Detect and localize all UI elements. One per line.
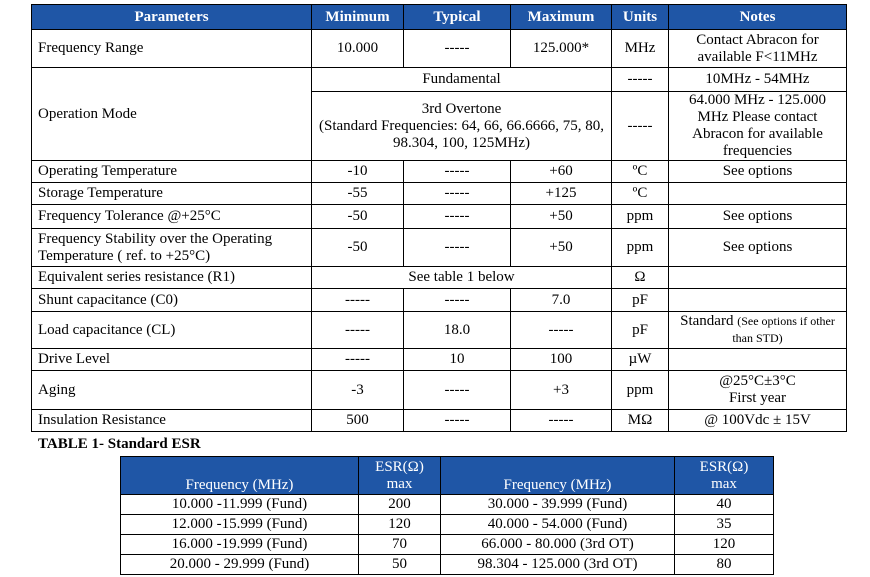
row-load-capacitance [32, 312, 847, 349]
esr-cell: 35 [675, 515, 774, 535]
param-cell: Drive Level [32, 349, 312, 371]
max-cell: 7.0 [511, 289, 612, 312]
max-cell: +60 [511, 161, 612, 183]
unit-cell: ºC [612, 183, 669, 205]
specifications-table [31, 4, 847, 432]
notes-cell: See options [669, 205, 847, 229]
overtone-title: 3rd Overtone [421, 100, 502, 117]
max-cell: +3 [511, 371, 612, 410]
min-cell: ----- [312, 312, 404, 349]
param-cell: Insulation Resistance [32, 410, 312, 432]
frequency-cell: 12.000 -15.999 (Fund) [121, 515, 359, 535]
standard-esr-table [120, 456, 774, 575]
max-cell: 125.000* [511, 30, 612, 68]
table-row [121, 515, 774, 535]
esr-cell: 40 [675, 495, 774, 515]
unit-cell: ----- [612, 92, 669, 161]
unit-cell: ppm [612, 229, 669, 267]
table1-title: TABLE 1- Standard ESR [38, 436, 201, 452]
unit-cell: ºC [612, 161, 669, 183]
param-cell: Operating Temperature [32, 161, 312, 183]
overtone-frequencies: (Standard Frequencies: 64, 66, 66.6666, 75, 80, 98.304, 100, 125MHz) [319, 117, 604, 151]
param-cell: Operation Mode [32, 68, 312, 161]
typ-cell: ----- [404, 410, 511, 432]
min-cell: ----- [312, 289, 404, 312]
row-drive-level [32, 349, 847, 371]
table-row [121, 535, 774, 555]
header-frequency: Frequency (MHz) [121, 457, 359, 495]
row-frequency-stability [32, 229, 847, 267]
header-frequency: Frequency (MHz) [441, 457, 675, 495]
max-label: max [386, 475, 413, 492]
esr-cell: 200 [359, 495, 441, 515]
typ-cell: 10 [404, 349, 511, 371]
max-cell: +50 [511, 205, 612, 229]
typ-cell: ----- [404, 289, 511, 312]
unit-cell: pF [612, 312, 669, 349]
max-cell: +125 [511, 183, 612, 205]
typ-cell: ----- [404, 183, 511, 205]
span-cell: See table 1 below [312, 267, 612, 289]
param-cell: Equivalent series resistance (R1) [32, 267, 312, 289]
max-cell: 100 [511, 349, 612, 371]
notes-cell [669, 349, 847, 371]
param-cell: Shunt capacitance (C0) [32, 289, 312, 312]
min-cell: 500 [312, 410, 404, 432]
overtone-cell [312, 92, 612, 161]
frequency-cell: 20.000 - 29.999 (Fund) [121, 555, 359, 575]
unit-cell: ppm [612, 205, 669, 229]
notes-line-1: @25°C±3°C [719, 373, 796, 389]
row-equivalent-series-resistance [32, 267, 847, 289]
min-cell: -50 [312, 229, 404, 267]
typ-cell: ----- [404, 371, 511, 410]
typ-cell: ----- [404, 30, 511, 68]
esr-cell: 80 [675, 555, 774, 575]
min-cell: -50 [312, 205, 404, 229]
max-cell: ----- [511, 410, 612, 432]
unit-cell: µW [612, 349, 669, 371]
notes-cell [669, 312, 847, 349]
min-cell: -55 [312, 183, 404, 205]
frequency-cell: 66.000 - 80.000 (3rd OT) [441, 535, 675, 555]
header-maximum: Maximum [511, 5, 612, 30]
frequency-cell: 10.000 -11.999 (Fund) [121, 495, 359, 515]
notes-cell: See options [669, 229, 847, 267]
notes-cell [669, 183, 847, 205]
esr-cell: 50 [359, 555, 441, 575]
frequency-cell: 40.000 - 54.000 (Fund) [441, 515, 675, 535]
unit-cell: MΩ [612, 410, 669, 432]
unit-cell: ----- [612, 68, 669, 92]
esr-cell: 70 [359, 535, 441, 555]
notes-cell: Contact Abracon for available F<11MHz [669, 30, 847, 68]
param-cell: Frequency Range [32, 30, 312, 68]
row-frequency-tolerance [32, 205, 847, 229]
header-parameters: Parameters [32, 5, 312, 30]
header-units: Units [612, 5, 669, 30]
min-cell: 10.000 [312, 30, 404, 68]
row-insulation-resistance [32, 410, 847, 432]
notes-cell: 10MHz - 54MHz [669, 68, 847, 92]
esr-label: ESR(Ω) [699, 458, 749, 475]
header-typical: Typical [404, 5, 511, 30]
max-label: max [711, 475, 737, 492]
param-cell: Frequency Stability over the Operating Temperature ( ref. to +25°C) [32, 229, 312, 267]
unit-cell: MHz [612, 30, 669, 68]
table-row [121, 495, 774, 515]
min-cell: -3 [312, 371, 404, 410]
row-frequency-range [32, 30, 847, 68]
esr-header-row [121, 457, 774, 495]
row-shunt-capacitance [32, 289, 847, 312]
row-storage-temperature [32, 183, 847, 205]
typ-cell: ----- [404, 161, 511, 183]
unit-cell: ppm [612, 371, 669, 410]
param-cell: Aging [32, 371, 312, 410]
param-cell: Load capacitance (CL) [32, 312, 312, 349]
notes-cell [669, 371, 847, 410]
spec-header-row [32, 5, 847, 30]
esr-cell: 120 [359, 515, 441, 535]
esr-cell: 120 [675, 535, 774, 555]
param-cell: Storage Temperature [32, 183, 312, 205]
min-cell: ----- [312, 349, 404, 371]
notes-cell [669, 267, 847, 289]
notes-cell: @ 100Vdc ± 15V [669, 410, 847, 432]
typ-cell: 18.0 [404, 312, 511, 349]
header-esr [675, 457, 774, 495]
notes-line-2: First year [728, 390, 787, 406]
notes-cell: 64.000 MHz - 125.000 MHz Please contact Abracon for available frequencies [669, 92, 847, 161]
notes-cell [669, 289, 847, 312]
typ-cell: ----- [404, 229, 511, 267]
header-notes: Notes [669, 5, 847, 30]
notes-small: (See options if other than STD) [732, 314, 835, 345]
param-cell: Frequency Tolerance @+25°C [32, 205, 312, 229]
min-cell: -10 [312, 161, 404, 183]
max-cell: ----- [511, 312, 612, 349]
frequency-cell: 98.304 - 125.000 (3rd OT) [441, 555, 675, 575]
esr-label: ESR(Ω) [375, 458, 424, 475]
unit-cell: Ω [612, 267, 669, 289]
frequency-cell: 16.000 -19.999 (Fund) [121, 535, 359, 555]
table-row [121, 555, 774, 575]
frequency-cell: 30.000 - 39.999 (Fund) [441, 495, 675, 515]
notes-main: Standard [680, 313, 734, 329]
notes-cell: See options [669, 161, 847, 183]
fundamental-cell: Fundamental [312, 68, 612, 92]
typ-cell: ----- [404, 205, 511, 229]
row-operating-temperature [32, 161, 847, 183]
row-aging [32, 371, 847, 410]
max-cell: +50 [511, 229, 612, 267]
row-operation-mode-fund [32, 68, 847, 92]
header-minimum: Minimum [312, 5, 404, 30]
header-esr [359, 457, 441, 495]
unit-cell: pF [612, 289, 669, 312]
